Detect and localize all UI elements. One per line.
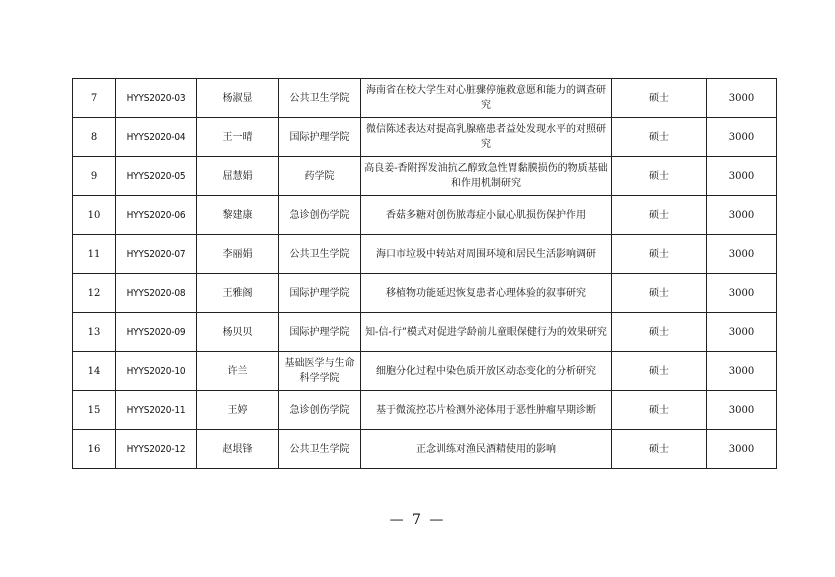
project-title: 高良姜-香附挥发油抗乙醇致急性胃黏膜损伤的物质基础和作用机制研究 [361, 157, 612, 196]
row-number: 10 [73, 196, 116, 235]
degree-level: 硕士 [612, 313, 707, 352]
applicant-name: 王一晴 [197, 118, 279, 157]
project-code: HYYS2020-12 [116, 430, 197, 469]
applicant-name: 赵垠锋 [197, 430, 279, 469]
row-number: 13 [73, 313, 116, 352]
degree-level: 硕士 [612, 196, 707, 235]
degree-level: 硕士 [612, 430, 707, 469]
funding-amount: 3000 [707, 430, 777, 469]
college-name: 公共卫生学院 [279, 79, 361, 118]
project-title: 知-信-行”模式对促进学龄前儿童眼保健行为的效果研究 [361, 313, 612, 352]
project-code: HYYS2020-04 [116, 118, 197, 157]
college-name: 国际护理学院 [279, 118, 361, 157]
table-body [73, 79, 777, 469]
project-title: 香菇多糖对创伤脓毒症小鼠心肌损伤保护作用 [361, 196, 612, 235]
table-row [73, 352, 777, 391]
funding-amount: 3000 [707, 313, 777, 352]
project-title: 移植物功能延迟恢复患者心理体验的叙事研究 [361, 274, 612, 313]
college-name: 急诊创伤学院 [279, 391, 361, 430]
project-code: HYYS2020-03 [116, 79, 197, 118]
row-number: 16 [73, 430, 116, 469]
degree-level: 硕士 [612, 79, 707, 118]
project-title: 海口市垃圾中转站对周围环境和居民生活影响调研 [361, 235, 612, 274]
row-number: 15 [73, 391, 116, 430]
project-code: HYYS2020-10 [116, 352, 197, 391]
page-number: — 7 — [389, 512, 446, 528]
row-number: 7 [73, 79, 116, 118]
project-code: HYYS2020-11 [116, 391, 197, 430]
applicant-name: 王婷 [197, 391, 279, 430]
table-row [73, 391, 777, 430]
degree-level: 硕士 [612, 352, 707, 391]
college-name: 公共卫生学院 [279, 430, 361, 469]
table-row [73, 118, 777, 157]
table-row [73, 235, 777, 274]
row-number: 11 [73, 235, 116, 274]
table-row [73, 274, 777, 313]
degree-level: 硕士 [612, 391, 707, 430]
project-title: 正念训练对渔民酒精使用的影响 [361, 430, 612, 469]
table-row [73, 79, 777, 118]
row-number: 8 [73, 118, 116, 157]
funding-amount: 3000 [707, 391, 777, 430]
applicant-name: 黎建康 [197, 196, 279, 235]
funding-amount: 3000 [707, 79, 777, 118]
project-code: HYYS2020-07 [116, 235, 197, 274]
funding-amount: 3000 [707, 352, 777, 391]
applicant-name: 杨淑显 [197, 79, 279, 118]
applicant-name: 李丽娟 [197, 235, 279, 274]
degree-level: 硕士 [612, 274, 707, 313]
row-number: 12 [73, 274, 116, 313]
degree-level: 硕士 [612, 118, 707, 157]
applicant-name: 杨贝贝 [197, 313, 279, 352]
table-row [73, 430, 777, 469]
college-name: 药学院 [279, 157, 361, 196]
funding-amount: 3000 [707, 274, 777, 313]
college-name: 公共卫生学院 [279, 235, 361, 274]
project-title: 细胞分化过程中染色质开放区动态变化的分析研究 [361, 352, 612, 391]
table-row [73, 313, 777, 352]
funding-amount: 3000 [707, 196, 777, 235]
project-code: HYYS2020-06 [116, 196, 197, 235]
funding-amount: 3000 [707, 157, 777, 196]
project-code: HYYS2020-08 [116, 274, 197, 313]
project-title: 基于微流控芯片检测外泌体用于恶性肿瘤早期诊断 [361, 391, 612, 430]
funding-amount: 3000 [707, 235, 777, 274]
applicant-name: 许兰 [197, 352, 279, 391]
table-row [73, 196, 777, 235]
project-title: 海南省在校大学生对心脏骤停施救意愿和能力的调查研究 [361, 79, 612, 118]
row-number: 9 [73, 157, 116, 196]
funding-amount: 3000 [707, 118, 777, 157]
row-number: 14 [73, 352, 116, 391]
project-title: 微信陈述表达对提高乳腺癌患者益处发现水平的对照研究 [361, 118, 612, 157]
college-name: 国际护理学院 [279, 313, 361, 352]
degree-level: 硕士 [612, 235, 707, 274]
degree-level: 硕士 [612, 157, 707, 196]
college-name: 急诊创伤学院 [279, 196, 361, 235]
project-code: HYYS2020-05 [116, 157, 197, 196]
college-name: 国际护理学院 [279, 274, 361, 313]
project-table [72, 78, 777, 469]
college-name: 基础医学与生命科学学院 [279, 352, 361, 391]
applicant-name: 王雅阁 [197, 274, 279, 313]
table-row [73, 157, 777, 196]
applicant-name: 屈慧娟 [197, 157, 279, 196]
project-code: HYYS2020-09 [116, 313, 197, 352]
